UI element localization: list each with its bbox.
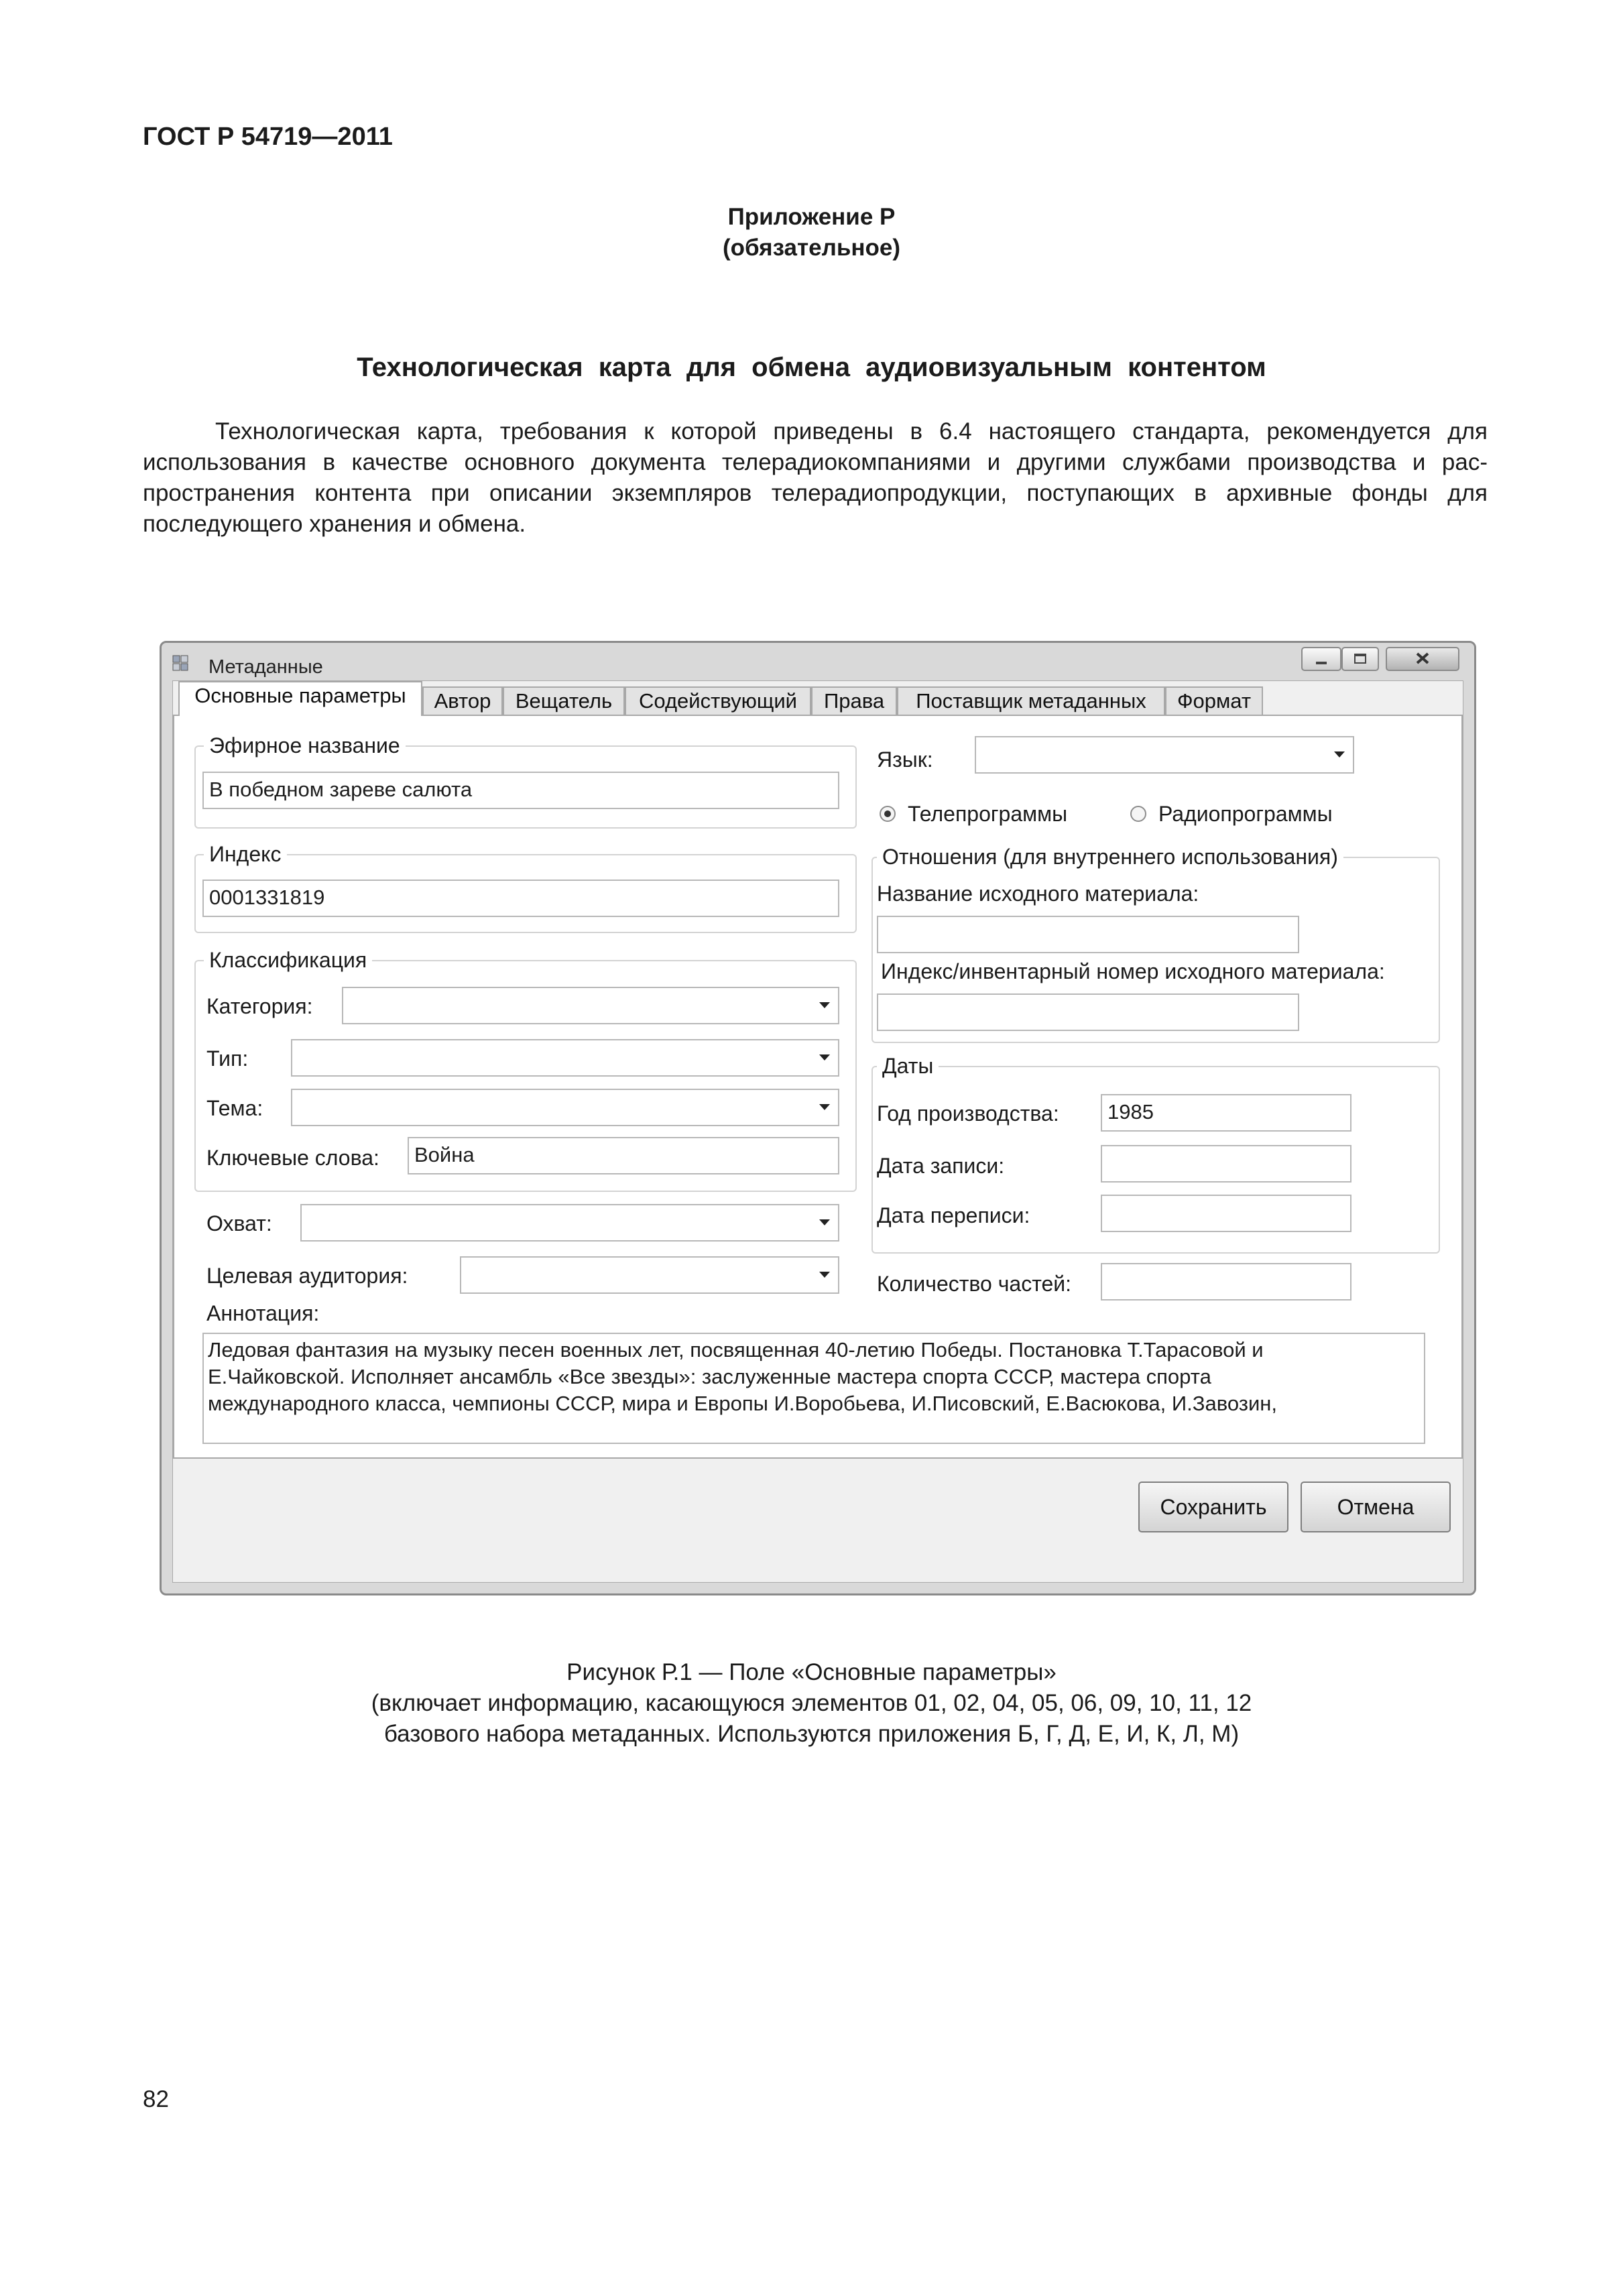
theme-select[interactable]	[291, 1089, 839, 1126]
rewrite-date-label: Дата переписи:	[877, 1203, 1030, 1227]
annotation-line: Ледовая фантазия на музыку песен военных лет, посвященная 40-летию Победы. Постановка Т.Тарасовой и	[208, 1338, 1264, 1362]
tab-contributor[interactable]: Содействующий	[625, 686, 811, 715]
relations-legend: Отношения (для внутреннего использования)	[877, 844, 1343, 869]
figure-caption-line: (включает информацию, касающуюся элементов 01, 02, 04, 05, 06, 09, 10, 11, 12	[371, 1690, 1252, 1716]
window-title: Метаданные	[208, 656, 323, 678]
save-button[interactable]: Сохранить	[1138, 1482, 1288, 1532]
tab-author[interactable]: Автор	[422, 686, 503, 715]
intro-line: использования в качестве основного документа телерадиокомпаниями и другими службами производства и рас-	[143, 449, 1488, 475]
tab-format[interactable]: Формат	[1165, 686, 1263, 715]
keywords-label: Ключевые слова:	[206, 1146, 379, 1170]
intro-paragraph	[143, 416, 1488, 540]
radio-tv-label: Телепрограммы	[908, 802, 1068, 826]
source-index-input[interactable]	[877, 993, 1299, 1031]
tab-metadata-provider[interactable]: Поставщик метаданных	[897, 686, 1165, 715]
close-button[interactable]	[1386, 647, 1459, 671]
cancel-button[interactable]: Отмена	[1301, 1482, 1451, 1532]
chevron-down-icon	[819, 1272, 830, 1278]
radio-radio-label: Радиопрограммы	[1158, 802, 1333, 826]
index-legend: Индекс	[204, 841, 287, 867]
source-name-label: Название исходного материала:	[877, 882, 1199, 906]
audience-label: Целевая аудитория:	[206, 1264, 408, 1288]
close-icon	[1387, 648, 1458, 670]
intro-line: пространения контента при описании экземпляров телерадиопродукции, поступающих в архивные фонды для	[143, 480, 1488, 506]
chevron-down-icon	[819, 1054, 830, 1061]
chevron-down-icon	[819, 1104, 830, 1110]
type-label: Тип:	[206, 1046, 249, 1071]
tab-main-parameters[interactable]: Основные параметры	[178, 681, 422, 716]
chevron-down-icon	[819, 1002, 830, 1008]
category-label: Категория:	[206, 994, 313, 1018]
dates-legend: Даты	[877, 1053, 939, 1079]
tab-page-main-parameters	[173, 715, 1463, 1459]
air-title-legend: Эфирное название	[204, 733, 406, 758]
window-client-area	[172, 680, 1463, 1583]
annotation-label: Аннотация:	[206, 1301, 320, 1325]
language-select[interactable]	[975, 736, 1354, 774]
figure-caption-line: базового набора метаданных. Используются приложения Б, Г, Д, Е, И, К, Л, М)	[383, 1721, 1240, 1747]
appendix-status: (обязательное)	[722, 235, 900, 261]
air-title-input[interactable]: В победном зареве салюта	[202, 772, 839, 809]
coverage-select[interactable]	[300, 1204, 839, 1242]
category-select[interactable]	[342, 987, 839, 1024]
audience-select[interactable]	[460, 1256, 839, 1294]
window-titlebar	[162, 643, 1474, 678]
radio-radio-programs[interactable]	[1130, 806, 1146, 822]
tab-broadcaster[interactable]: Вещатель	[503, 686, 625, 715]
production-year-label: Год производства:	[877, 1101, 1059, 1126]
minimize-icon	[1303, 648, 1340, 670]
classification-legend: Классификация	[204, 947, 372, 973]
appendix-title: Приложение Р	[727, 204, 896, 230]
parts-count-input[interactable]	[1101, 1263, 1351, 1301]
rewrite-date-input[interactable]	[1101, 1195, 1351, 1232]
metadata-window	[160, 641, 1476, 1595]
source-index-label: Индекс/инвентарный номер исходного материала:	[881, 959, 1385, 983]
figure-caption-title: Рисунок Р.1 — Поле «Основные параметры»	[566, 1659, 1057, 1685]
theme-label: Тема:	[206, 1096, 263, 1120]
annotation-line: международного класса, чемпионы СССР, мира и Европы И.Воробьева, И.Писовский, Е.Васюкова, И.Завозин,	[208, 1392, 1278, 1415]
annotation-textarea[interactable]	[202, 1333, 1425, 1444]
document-header: ГОСТ Р 54719—2011	[143, 123, 393, 151]
maximize-icon	[1343, 648, 1378, 670]
radio-tv-programs[interactable]	[880, 806, 896, 822]
maximize-button[interactable]	[1341, 647, 1379, 671]
source-name-input[interactable]	[877, 916, 1299, 953]
section-title: Технологическая карта для обмена аудиовизуальным контентом	[357, 353, 1266, 382]
record-date-input[interactable]	[1101, 1145, 1351, 1183]
coverage-label: Охват:	[206, 1211, 272, 1235]
parts-count-label: Количество частей:	[877, 1272, 1072, 1296]
annotation-line: Е.Чайковской. Исполняет ансамбль «Все звезды»: заслуженные мастера спорта СССР, мастера спорта	[208, 1365, 1211, 1388]
type-select[interactable]	[291, 1039, 839, 1077]
production-year-input[interactable]: 1985	[1101, 1094, 1351, 1132]
intro-line: Технологическая карта, требования к которой приведены в 6.4 настоящего стандарта, рекомендуется для	[215, 418, 1488, 444]
radio-selected-dot	[884, 810, 891, 817]
intro-line: последующего хранения и обмена.	[143, 511, 526, 537]
record-date-label: Дата записи:	[877, 1154, 1005, 1178]
app-window-icon	[172, 655, 188, 671]
chevron-down-icon	[819, 1219, 830, 1225]
tab-rights[interactable]: Права	[811, 686, 897, 715]
language-label: Язык:	[877, 747, 933, 772]
minimize-button[interactable]	[1301, 647, 1341, 671]
chevron-down-icon	[1334, 751, 1345, 758]
keywords-input[interactable]: Война	[408, 1137, 839, 1174]
index-input[interactable]: 0001331819	[202, 880, 839, 917]
page-number: 82	[143, 2086, 169, 2112]
